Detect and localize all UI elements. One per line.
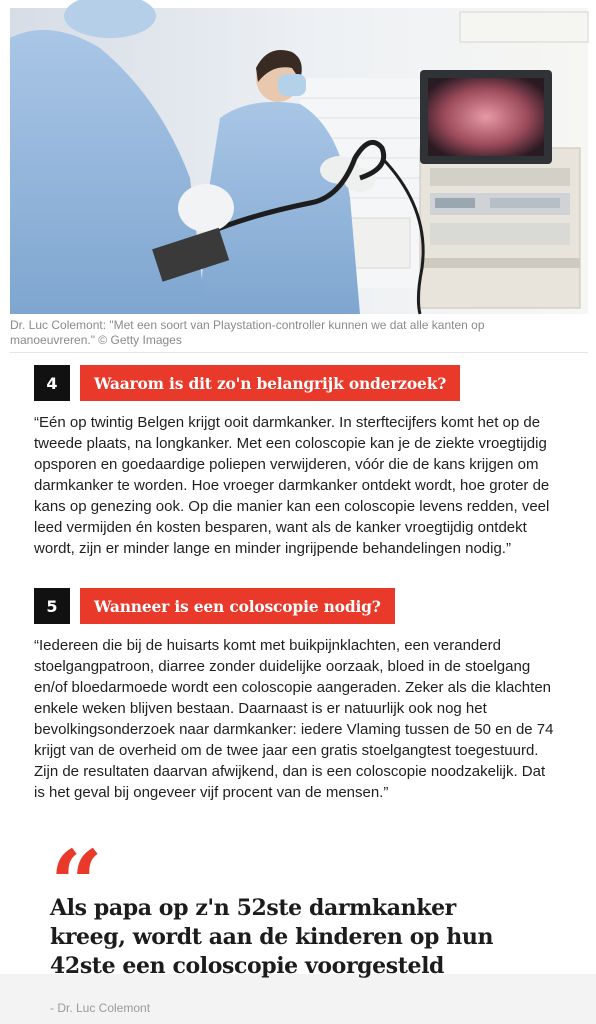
question-header-4 (34, 365, 460, 401)
question-number-badge: 5 (34, 588, 70, 624)
divider (10, 352, 588, 353)
article-photo (10, 8, 588, 314)
quote-mark-icon: “ (50, 830, 103, 938)
pull-quote-text: Als papa op z'n 52ste darmkanker kreeg, wordt aan de kinderen op hun 42ste een coloscopie voorgesteld (50, 895, 494, 979)
colonoscopy-photo-illustration (10, 8, 588, 314)
footer-band (0, 974, 596, 1024)
question-header-5 (34, 588, 395, 624)
photo-caption: Dr. Luc Colemont: "Met een soort van Playstation-controller kunnen we dat alle kanten op manoeuvreren." © Getty Images (10, 318, 485, 347)
question-number-badge: 4 (34, 365, 70, 401)
question-title: Wanneer is een coloscopie nodig? (80, 588, 395, 624)
answer-paragraph-4: “Eén op twintig Belgen krijgt ooit darmkanker. In sterftecijfers komt het op de tweede plaats, na longkanker. Met een coloscopie kan je de ziekte vroegtijdig opsporen en goedaardige poliepen verwijderen, vóór die de kans krijgen om darmkanker te worden. Hoe vroeger darmkanker ontdekt wordt, hoe groter de kans op genezing ook. Op die manier kan een coloscopie levens redden, veel leed vermijden én kosten besparen, want als de kanker vroegtijdig ontdekt wordt, zijn er minder lange en minder ingrijpende behandelingen nodig.” (34, 414, 550, 557)
question-title: Waarom is dit zo'n belangrijk onderzoek? (80, 365, 460, 401)
pull-quote-citation: - Dr. Luc Colemont (50, 1001, 151, 1015)
answer-paragraph-5: “Iedereen die bij de huisarts komt met buikpijnklachten, een veranderd stoelgangpatroon, diarree zonder duidelijke oorzaak, bloed in de stoelgang en/of bloedarmoede wordt een coloscopie aangeraden. Zeker als die klachten enkele weken blijven bestaan. Daarnaast is er natuurlijk ook nog het bevolkingsonderzoek naar darmkanker: iedere Vlaming tussen de 50 en de 74 krijgt van de overheid om de twee jaar een gratis stoelgangtest toegestuurd. Zijn de resultaten daarvan afwijkend, dan is een coloscopie noodzakelijk. Dat is het geval bij ongeveer vijf procent van de mensen.” (34, 637, 554, 801)
